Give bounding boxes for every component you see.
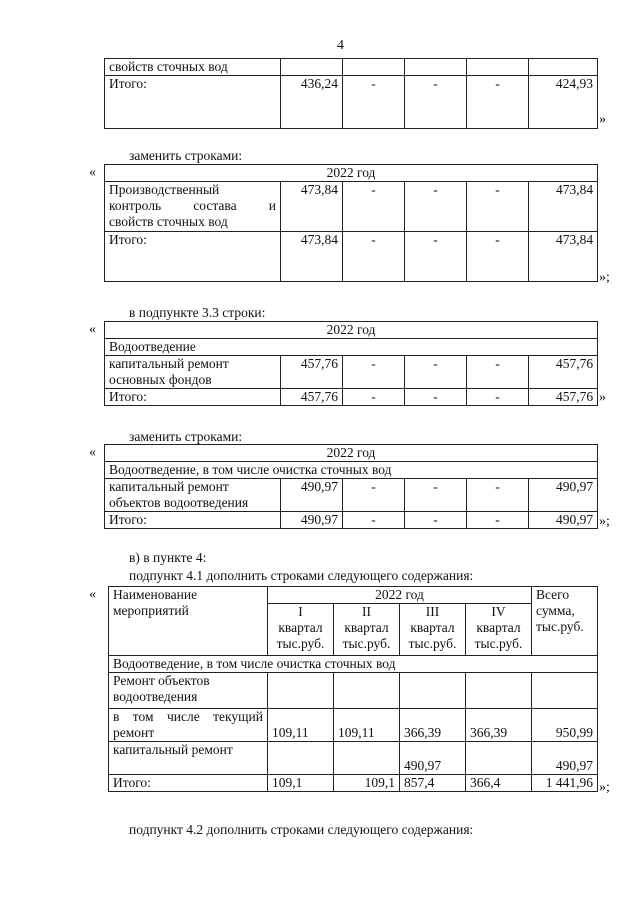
cell-q4: - [467,479,529,512]
cell-total: 490,97 [532,742,598,775]
open-quote: « [89,165,96,180]
itogo-label: Итого: [105,76,281,129]
cell-total: 490,97 [529,479,598,512]
cell-total [532,673,598,709]
cell-q1: 490,97 [281,512,343,529]
close-quote: »; [599,780,610,795]
cell-q2: - [343,479,405,512]
cell-total: 473,84 [529,182,598,232]
cell-total: 457,76 [529,389,598,406]
open-quote: « [89,445,96,460]
cell-q3: 366,39 [400,709,466,742]
table-replacement-3-3 [104,444,598,529]
cell-q4 [466,742,532,775]
header-quarter-1: I квартал тыс.руб. [268,604,334,656]
itogo-label: Итого: [109,775,268,792]
paragraph: в подпункте 3.3 строки: [129,305,266,320]
cell-q1 [268,673,334,709]
cell-q2: - [343,76,405,129]
cell-q2: 109,1 [334,775,400,792]
row-label: капитальный ремонт основных фондов [105,356,281,389]
cell-total: 473,84 [529,232,598,282]
year-header: 2022 год [105,322,598,339]
section-header: Водоотведение, в том числе очистка сточных вод [105,462,598,479]
table-replacement-1 [104,164,598,282]
row-label: в том числе текущий ремонт [109,709,268,742]
row-label: Ремонт объектов водоотведения [109,673,268,709]
header-quarter-3: III квартал тыс.руб. [400,604,466,656]
cell-q4 [466,673,532,709]
cell-q3: - [405,76,467,129]
cell-q3: - [405,356,467,389]
cell-q4: 366,4 [466,775,532,792]
section-header: Водоотведение [105,339,598,356]
close-quote: »; [599,514,610,529]
row-label: капитальный ремонт объектов водоотведения [105,479,281,512]
open-quote: « [89,587,96,602]
close-quote: » [599,390,606,405]
cell-q2: - [343,182,405,232]
section-header: Водоотведение, в том числе очистка сточных вод [109,656,598,673]
cell-q3: 490,97 [400,742,466,775]
cell-q3: - [405,389,467,406]
cell-q3: 857,4 [400,775,466,792]
cell-q2 [334,673,400,709]
header-name: Наименование мероприятий [109,587,268,656]
cell-q1: 490,97 [281,479,343,512]
cell-q3: - [405,512,467,529]
cell-total: 490,97 [529,512,598,529]
row-label: Производственный контроль состава и свойств сточных вод [105,182,281,232]
paragraph: подпункт 4.1 дополнить строками следующего содержания: [129,568,474,583]
cell-q2: - [343,389,405,406]
cell-q1: 436,24 [281,76,343,129]
cell-q2: - [343,512,405,529]
cell-q1: 457,76 [281,389,343,406]
cell-q1: 473,84 [281,182,343,232]
itogo-label: Итого: [105,512,281,529]
table-4-1 [108,586,598,792]
table-continuation [104,58,598,129]
cell-total: 1 441,96 [532,775,598,792]
cell-q4: - [467,76,529,129]
cell-q3: - [405,232,467,282]
cell-q1: 457,76 [281,356,343,389]
cell-total: 950,99 [532,709,598,742]
cell-q1: 473,84 [281,232,343,282]
year-header: 2022 год [268,587,532,604]
cell-q1: 109,11 [268,709,334,742]
cell-q2: 109,11 [334,709,400,742]
cell-q4: - [467,182,529,232]
open-quote: « [89,322,96,337]
row-label: капитальный ремонт [109,742,268,775]
itogo-label: Итого: [105,389,281,406]
cell-q4: - [467,512,529,529]
cell-q1 [268,742,334,775]
paragraph: заменить строками: [129,148,243,163]
cell-q3: - [405,182,467,232]
cell-total: 424,93 [529,76,598,129]
close-quote: » [599,112,606,127]
itogo-label: Итого: [105,232,281,282]
paragraph: подпункт 4.2 дополнить строками следующего содержания: [129,822,474,837]
cell-q3: - [405,479,467,512]
paragraph: заменить строками: [129,429,243,444]
cell-total: 457,76 [529,356,598,389]
page-number: 4 [337,38,344,53]
cell-q1: 109,1 [268,775,334,792]
year-header: 2022 год [105,445,598,462]
cell-q2: - [343,232,405,282]
header-quarter-2: II квартал тыс.руб. [334,604,400,656]
year-header: 2022 год [105,165,598,182]
cell-q3 [400,673,466,709]
cell-q4: - [467,389,529,406]
header-total: Всего сумма, тыс.руб. [532,587,598,656]
cell-q4: 366,39 [466,709,532,742]
cell-q4: - [467,356,529,389]
cell-q2 [334,742,400,775]
close-quote: »; [599,270,610,285]
table-original-3-3 [104,321,598,406]
header-quarter-4: IV квартал тыс.руб. [466,604,532,656]
row-label: свойств сточных вод [105,59,281,76]
cell-q4: - [467,232,529,282]
paragraph: в) в пункте 4: [129,550,207,565]
cell-q2: - [343,356,405,389]
